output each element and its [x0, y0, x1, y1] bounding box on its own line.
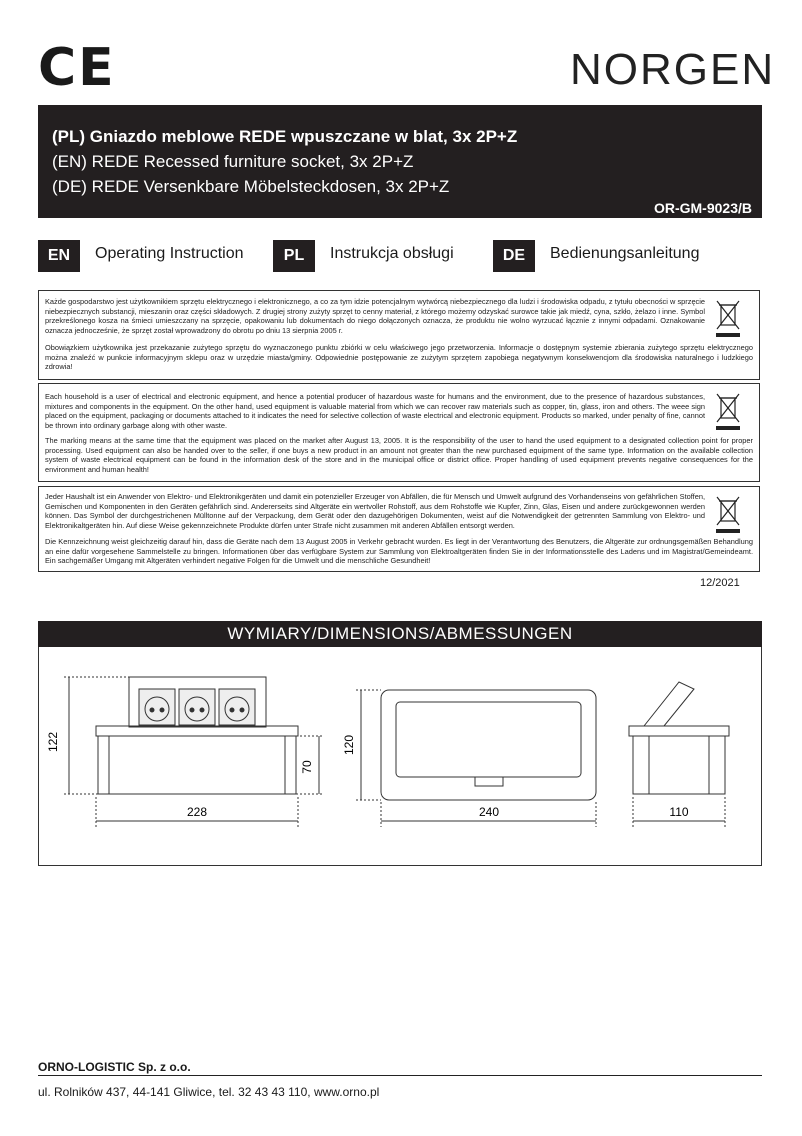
weee-bin-icon — [715, 495, 741, 535]
waste-en-para-1: Each household is a user of electrical and electronic equipment, and hence a potential producer of hazardous waste for humans and the environment, due to the presence of hazardous substances, mixtures and components in the equipment. On the other hand, used equipment is valuable material from which we can recover raw materials such as copper, tin, glass, iron and others. The weee sign placed on the equipment, packaging or documents attached to it indicates the need for selective collection of waste electrical and electronic equipment. Products so marked, under penalty of fine, cannot be thrown into ordinary garbage along with other waste. — [45, 392, 705, 430]
company-address: ul. Rolników 437, 44-141 Gliwice, tel. 32 43 43 110, www.orno.pl — [38, 1085, 380, 1099]
dimensions-drawing — [39, 647, 761, 865]
waste-de-para-2: Die Kennzeichnung weist gleichzeitig darauf hin, dass die Geräte nach dem 13 August 2005 in Verkehr gebracht wurden. Es liegt in der Verantwortung des Benutzers, die Altgeräte zur ordnungsgemäßen Behandlung an eine dafür vorgesehene Sammelstelle zu bringen. Informationen über das verfügbare System zur Sammlung von Elektroaltgeräten finden Sie in der Informationsstelle des Ladens und im Magistrat/Gemeindeamt. Ein sachgemäßer Umgang mit Altgeräten verhindert negative Folgen für die Umwelt und die menschliche Gesundheit! — [45, 537, 753, 566]
waste-pl-para-1: Każde gospodarstwo jest użytkownikiem sprzętu elektrycznego i elektronicznego, a co za tym idzie potencjalnym wytwórcą niebezpiecznego dla ludzi i środowiska odpadu, z tytułu obecności w sprzęcie niebezpiecznych substancji, mieszanin oraz części składowych. Z drugiej strony zużyty sprzęt to cenny materiał, z którego możemy odzyskać surowce takie jak miedź, cyna, szkło, żelazo i inne. Symbol przekreślonego kosza na śmieci umieszczany na sprzęcie, opakowaniu lub dokumentach do niego dołączonych oznacza, że produktu nie wolno wyrzucać łącznie z innymi odpadami. Oznakowanie oznacza jednocześnie, że sprzęt został wprowadzony do obrotu po dniu 13 sierpnia 2005 r. — [45, 297, 705, 335]
dimensions-frame — [38, 647, 762, 866]
brand-logo: NORGEN — [570, 45, 776, 94]
dim-front-height: 122 — [46, 731, 60, 753]
waste-en-para-2: The marking means at the same time that the equipment was placed on the market after August 13, 2005. It is the responsibility of the user to hand the used equipment to a designated collection point for proper processing. Used equipment can also be handed over to the seller, if one buys a new product in an amount not greater than the new purchased equipment of the same type. Information on the available collection system of waste electrical equipment can be found in the information desk of the store and in the municipal office or district office. Proper handling of used equipment prevents negative consequences for the environment and human health! — [45, 436, 753, 474]
issue-date: 12/2021 — [700, 577, 740, 589]
ce-mark: CE — [38, 38, 116, 98]
waste-de-para-1: Jeder Haushalt ist ein Anwender von Elektro- und Elektronikgeräten und damit ein potenzieller Erzeuger von Abfällen, die für Mensch und Umwelt aufgrund des Vorhandenseins von gefährlichen Stoffen, Gemischen und Komponenten in den Geräten gefährlich sind. Andererseits sind Altgeräte ein wertvoller Rohstoff, aus dem Rohstoffe wie Kupfer, Zinn, Glas, Eisen und andere zurückgewonnen werden können. Das Symbol der durchgestrichenen Mülltonne auf der Verpackung, dem Gerät oder den dazugehörigen Dokumenten, weist auf die Notwendigkeit der getrennten Sammlung von Elektro- und Elektronikaltgeräten hin. Auf diese Weise gekennzeichnete Produkte dürfen unter Strafe nicht zusammen mit anderen Abfällen entsorgt werden. — [45, 492, 705, 530]
dim-side-width: 110 — [669, 805, 689, 819]
lang-badge-pl: PL — [273, 240, 315, 272]
waste-notice-en — [38, 383, 760, 482]
lang-badge-de: DE — [493, 240, 535, 272]
weee-bin-icon — [715, 299, 741, 339]
dim-front-width: 228 — [186, 805, 208, 819]
lang-label-de: Bedienungsanleitung — [550, 245, 700, 262]
product-code: OR-GM-9023/B — [653, 200, 752, 216]
waste-notice-pl — [38, 290, 760, 380]
dimensions-heading: WYMIARY/DIMENSIONS/ABMESSUNGEN — [38, 621, 762, 647]
footer-rule — [38, 1075, 762, 1076]
lang-label-en: Operating Instruction — [95, 245, 244, 262]
title-en: (EN) REDE Recessed furniture socket, 3x 2P+Z — [52, 152, 414, 171]
top-view — [356, 690, 596, 827]
title-band — [38, 105, 762, 218]
dim-body-height: 70 — [300, 760, 314, 774]
dim-top-width: 240 — [478, 805, 500, 819]
lang-label-pl: Instrukcja obsługi — [330, 245, 454, 262]
dim-top-height: 120 — [342, 734, 356, 756]
company-name: ORNO-LOGISTIC Sp. z o.o. — [38, 1060, 191, 1074]
waste-pl-para-2: Obowiązkiem użytkownika jest przekazanie zużytego sprzętu do wyznaczonego punktu zbiórki w celu właściwego jego przetworzenia. Informacje o dostępnym systemie zbierania zużytego sprzętu elektrycznego można znaleźć w punkcie informacyjnym sklepu oraz w urzędzie miasta/gminy. Odpowiednie postępowanie ze zużytym sprzętem zapobiega negatywnym konsekwencjom dla środowiska naturalnego i ludzkiego zdrowia! — [45, 343, 753, 372]
title-pl: (PL) Gniazdo meblowe REDE wpuszczane w blat, 3x 2P+Z — [52, 127, 518, 146]
waste-notice-de — [38, 486, 760, 572]
title-de: (DE) REDE Versenkbare Möbelsteckdosen, 3x 2P+Z — [52, 177, 450, 196]
weee-bin-icon — [715, 392, 741, 432]
lang-badge-en: EN — [38, 240, 80, 272]
